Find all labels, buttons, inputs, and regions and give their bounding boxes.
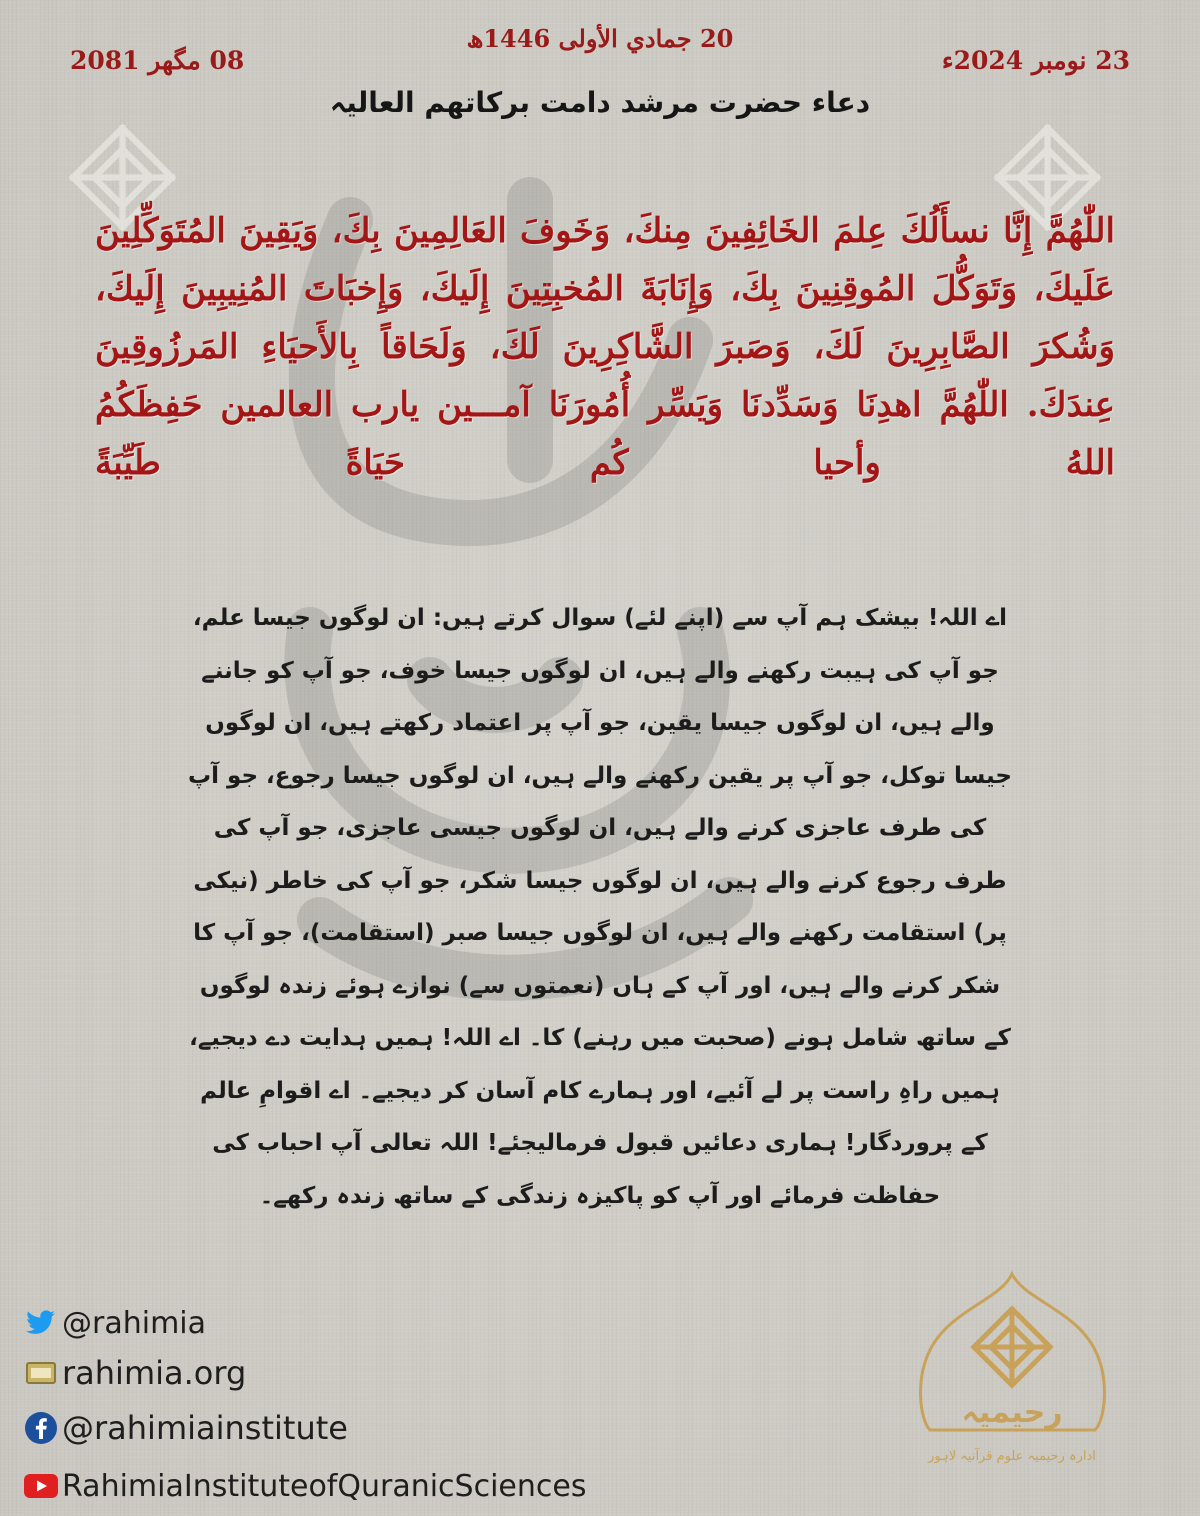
youtube-icon [24, 1469, 58, 1503]
hijri-date: 20 جمادي الأولى 1446ھ [466, 24, 734, 53]
logo-text-sub: ادارہ رحیمیہ علوم قرآنیہ لاہور [928, 1449, 1096, 1464]
youtube-channel: RahimiaInstituteofQuranicSciences [62, 1468, 587, 1504]
bikrami-date: 08 مگھر 2081 [70, 46, 245, 75]
facebook-icon [24, 1411, 58, 1445]
social-links [24, 1300, 684, 1516]
website-url: rahimia.org [62, 1354, 247, 1392]
rahimia-logo-icon [905, 1270, 1120, 1475]
twitter-handle: @rahimia [62, 1305, 207, 1341]
page-title: دعاء حضرت مرشد دامت برکاتھم العالیہ [329, 86, 871, 119]
gregorian-date: 23 نومبر 2024ء [941, 46, 1130, 75]
twitter-link[interactable] [24, 1300, 684, 1346]
twitter-bird-icon [24, 1306, 58, 1340]
web-icon [24, 1356, 58, 1390]
dua-arabic-text: اللّٰهُمَّ إِنَّا نسأَلُكَ عِلمَ الخَائِفِينَ مِنكَ، وَخَوفَ العَالِمِينَ بِكَ، وَيَقِينَ المُتَوَكِّلِينَ عَلَيكَ، وَتَوَكُّلَ المُوقِنِينَ بِكَ، وَإِنَابَةَ المُخبِتِينَ إِلَيكَ، وَإِخبَاتَ المُنِيبِينَ إِلَيكَ، وَشُكرَ الصَّابِرِينَ لَكَ، وَصَبرَ الشَّاكِرِينَ لَكَ، وَلَحَاقاً بِالأَحيَاءِ المَرزُوقِينَ عِندَكَ. اللّٰهُمَّ اهدِنَا وَسَدِّدنَا وَيَسِّر أُمُورَنَا آمـــين يارب العالمين حَفِظَكُمُ اللهُ وأحيا كُم حَيَاةً طَيِّبَةً [95, 211, 1115, 483]
youtube-link[interactable] [24, 1456, 684, 1516]
logo-text-main: رحیمیہ [961, 1395, 1063, 1430]
website-link[interactable] [24, 1346, 684, 1400]
facebook-link[interactable] [24, 1400, 684, 1456]
facebook-handle: @rahimiainstitute [62, 1409, 348, 1447]
urdu-translation-text: اے اللہ! بیشک ہم آپ سے (اپنے لئے) سوال کرتے ہیں: ان لوگوں جیسا علم، جو آپ کی ہیبت رکھنے والے ہیں، ان لوگوں جیسا خوف، جو آپ کو جاننے والے ہیں، ان لوگوں جیسا یقین، جو آپ پر اعتماد رکھتے ہیں، ان لوگوں جیسا توکل، جو آپ پر یقین رکھنے والے ہیں، ان لوگوں جیسا رجوع، جو آپ کی طرف عاجزی کرنے والے ہیں، ان لوگوں جیسی عاجزی، جو آپ کی طرف رجوع کرنے والے ہیں، ان لوگوں جیسا شکر، جو آپ کی خاطر (نیکی پر) استقامت رکھنے والے ہیں، ان لوگوں جیسا صبر (استقامت)، جو آپ کا شکر کرنے والے ہیں، اور آپ کے ہاں (نعمتوں سے) نوازے ہوئے زندہ لوگوں کے ساتھ شامل ہونے (صحبت میں رہنے) کا۔ اے اللہ! ہمیں ہدایت دے دیجیے، ہمیں راہِ راست پر لے آئیے، اور ہمارے کام آسان کر دیجیے۔ اے اقوامِ عالم کے پروردگار! ہماری دعائیں قبول فرمالیجئے! اللہ تعالی آپ احباب کی حفاظت فرمائے اور آپ کو پاکیزہ زندگی کے ساتھ زندہ رکھے۔ [188, 605, 1012, 1209]
